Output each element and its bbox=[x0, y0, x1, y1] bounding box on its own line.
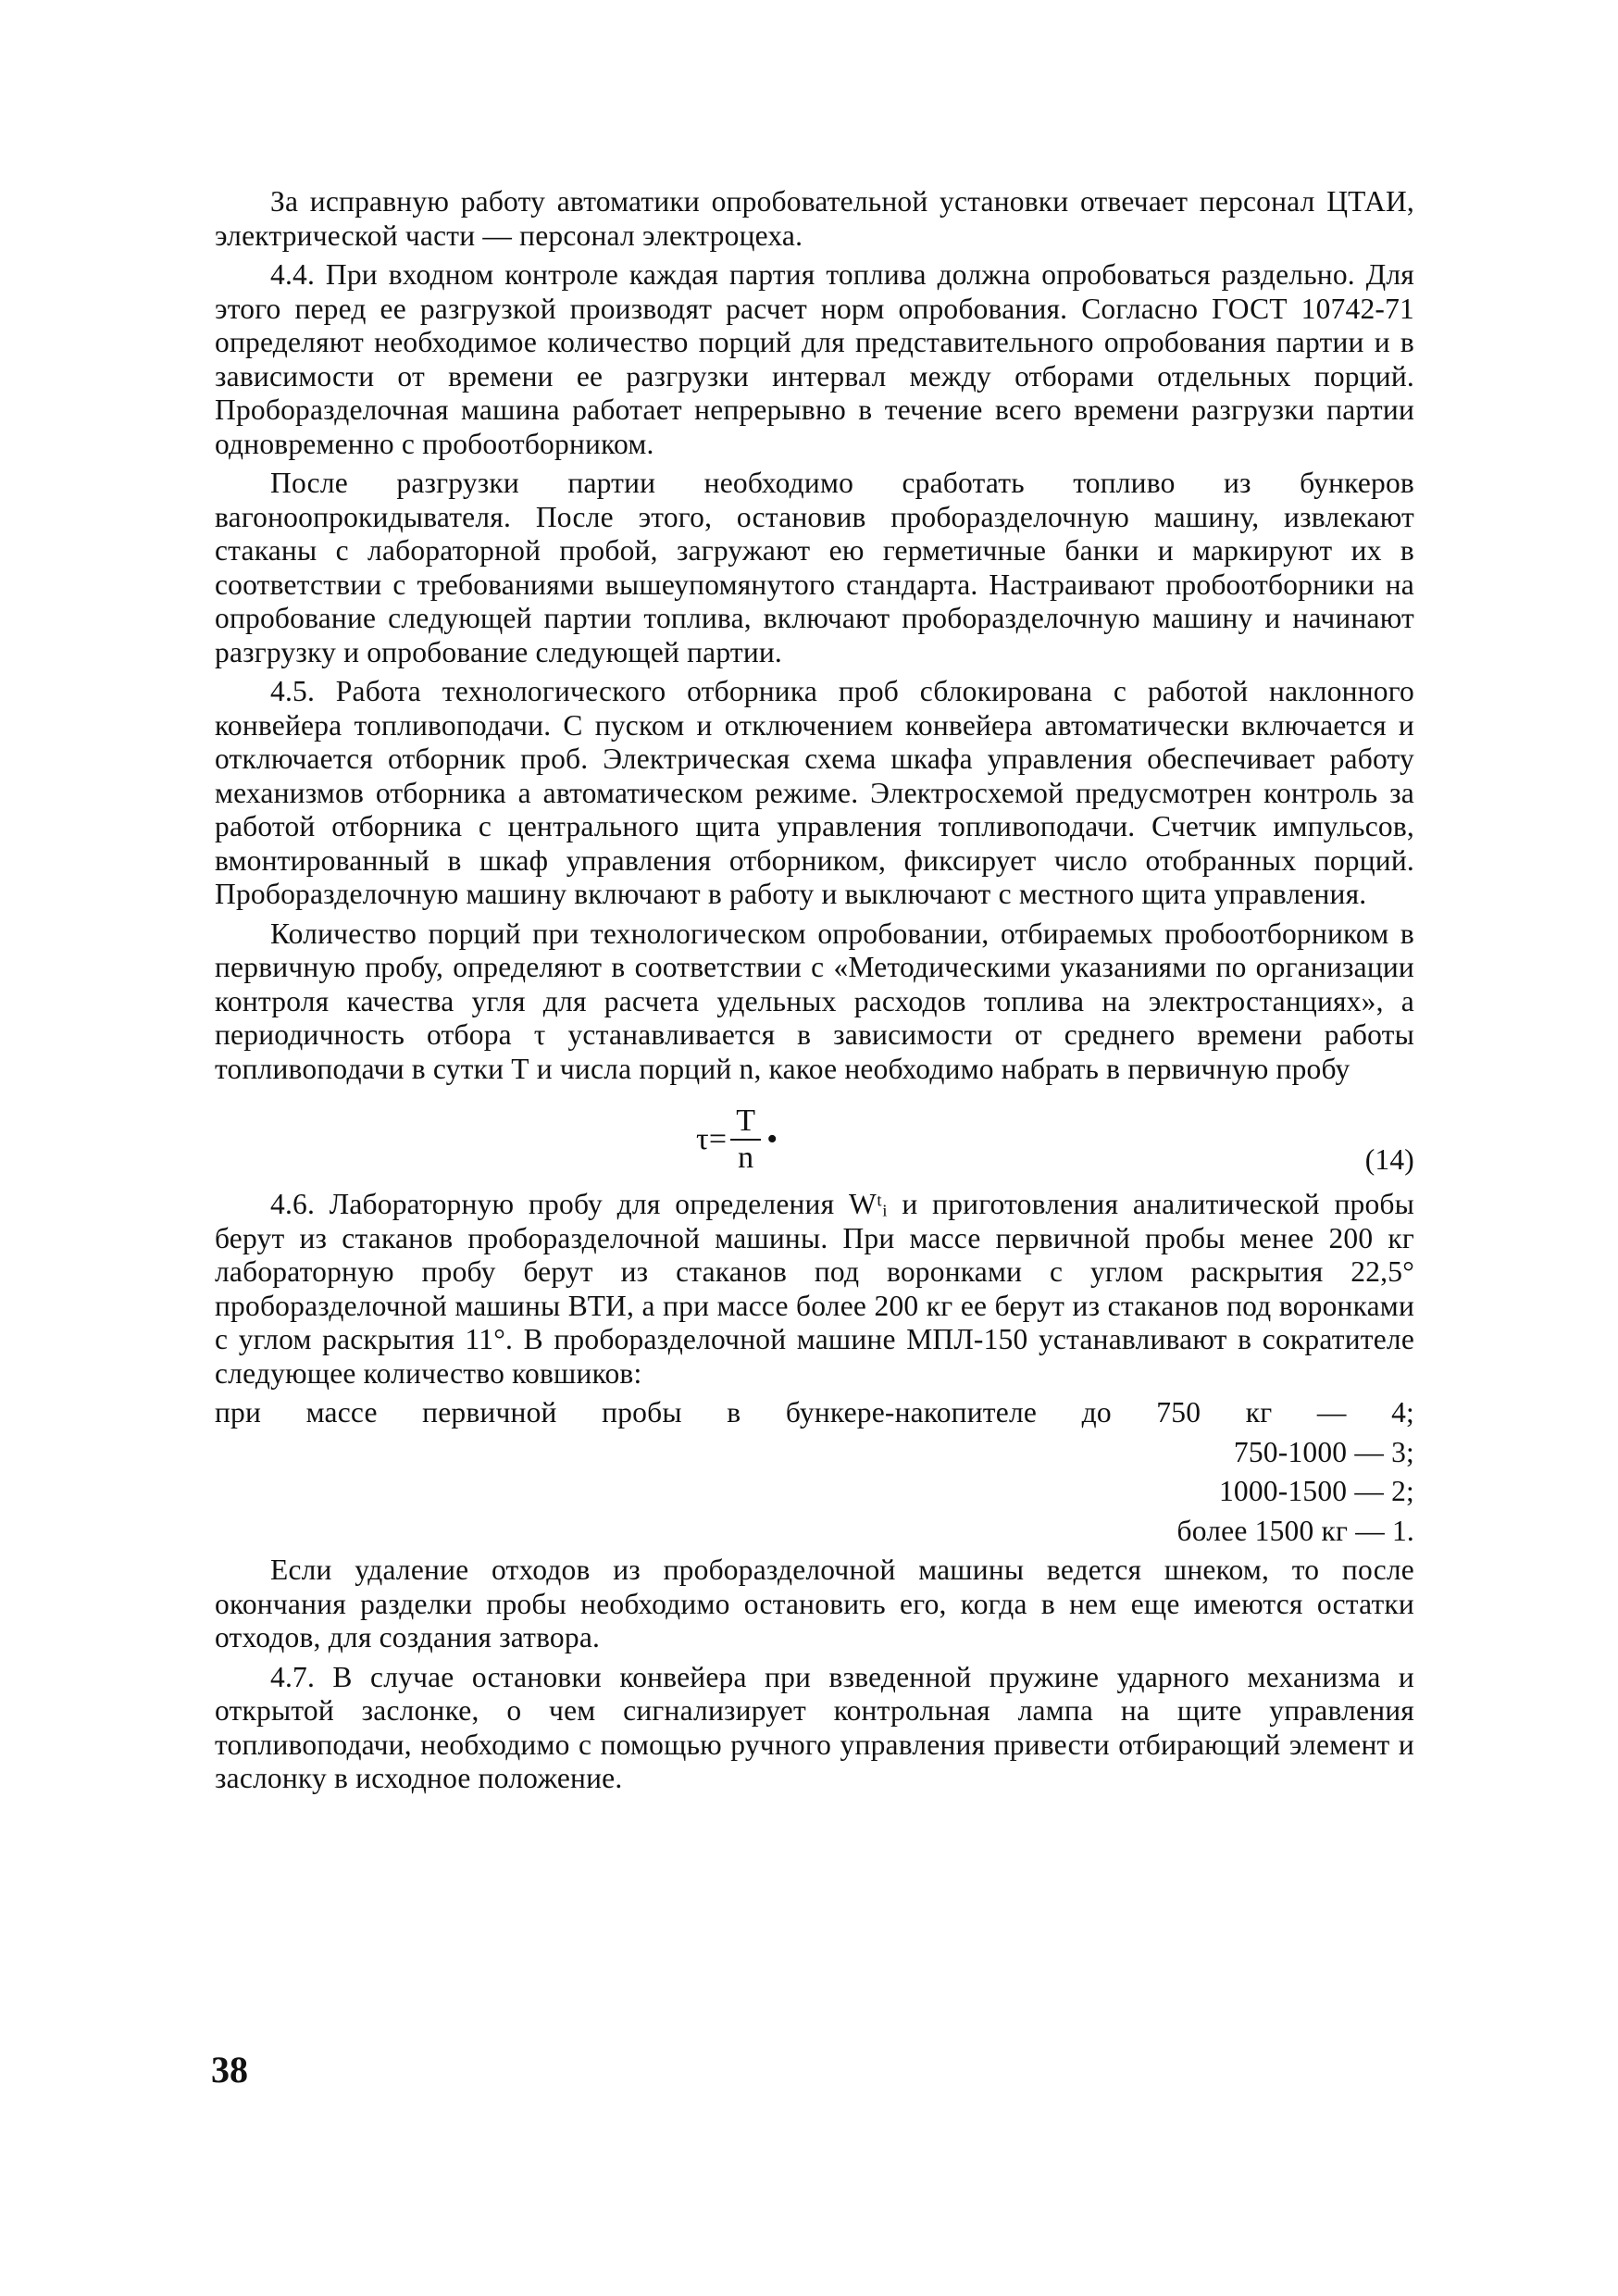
paragraph-after-unloading: После разгрузки партии необходимо сработать топливо из бункеров вагоноопрокидывателя. После этого, остановив проборазделочную машину, извлекают стаканы с лабораторной пробой, загружают ею герметичные банки и маркируют их в соответствии с требованиями вышеупомянутого стандарта. Настраивают пробоотборники на опробование следующей партии топлива, включают проборазделочную машину и начинают разгрузку и опробование следующей партии. bbox=[215, 467, 1414, 668]
paragraph-4-6: 4.6. Лабораторную пробу для определения Wᵗᵢ и приготовления аналитической пробы берут из стаканов проборазделочной машины. При массе первичной пробы менее 200 кг лабораторную пробу берут из стаканов под воронками с углом раскрытия 22,5° проборазделочной машины ВТИ, а при массе более 200 кг ее берут из стаканов под воронками с углом раскрытия 11°. В проборазделочной машине МПЛ-150 устанавливают в сократителе следующее количество ковшиков: bbox=[215, 1188, 1414, 1390]
formula-fraction bbox=[730, 1104, 761, 1176]
equation-number: (14) bbox=[1364, 1143, 1414, 1176]
formula-14 bbox=[215, 1095, 1414, 1184]
paragraph-1: За исправную работу автоматики опробовательной установки отвечает персонал ЦТАИ, электрической части — персонал электроцеха. bbox=[215, 185, 1414, 252]
paragraph-4-4: 4.4. При входном контроле каждая партия топлива должна опробоваться раздельно. Для этого перед ее разгрузкой производят расчет норм опробования. Согласно ГОСТ 10742-71 определяют необходимое количество порций для представительного опробования партии и в зависимости от времени ее разгрузки интервал между отборами отдельных порций. Проборазделочная машина работает непрерывно в течение всего времени разгрузки партии одновременно с пробоотборником. bbox=[215, 258, 1414, 460]
paragraph-4-5: 4.5. Работа технологического отборника проб сблокирована с работой наклонного конвейера топливоподачи. С пуском и отключением конвейера автоматически включается и отключается отборник проб. Электрическая схема шкафа управления обеспечивает работу механизмов отборника а автоматическом режиме. Электросхемой предусмотрен контроль за работой отборника с центрального щита управления топливоподачи. Счетчик импульсов, вмонтированный в шкаф управления отборником, фиксирует число отобранных порций. Проборазделочную машину включают в работу и выключают с местного щита управления. bbox=[215, 675, 1414, 910]
scoop-count-line-4: более 1500 кг — 1. bbox=[1176, 1514, 1414, 1547]
formula-lhs: τ= bbox=[696, 1121, 728, 1156]
page-number: 38 bbox=[211, 2049, 248, 2090]
scoop-count-line-2: 750-1000 — 3; bbox=[1233, 1435, 1414, 1468]
paragraph-4-7: 4.7. В случае остановки конвейера при взведенной пружине ударного механизма и открытой заслонке, о чем сигнализирует контрольная лампа на щите управления топливоподачи, необходимо с помощью ручного управления привести отбирающий элемент и заслонку в исходное положение. bbox=[215, 1660, 1414, 1794]
paragraph-waste-removal: Если удаление отходов из проборазделочной машины ведется шнеком, то после окончания разделки пробы необходимо остановить его, когда в нем еще имеются остатки отходов, для создания затвора. bbox=[215, 1554, 1414, 1653]
formula-denominator: n bbox=[738, 1141, 754, 1175]
scoop-count-line-3: 1000-1500 — 2; bbox=[1218, 1475, 1414, 1507]
formula-dot: • bbox=[766, 1121, 778, 1156]
paragraph-portions: Количество порций при технологическом опробовании, отбираемых пробоотборником в первичную пробу, определяют в соответствии с «Методическими указаниями по организации контроля качества угля для расчета удельных расходов топлива на электростанциях», а периодичность отбора τ устанавливается в зависимости от среднего времени работы топливоподачи в сутки Т и числа порций n, какое необходимо набрать в первичную пробу bbox=[215, 917, 1414, 1085]
formula-numerator: T bbox=[730, 1104, 761, 1141]
formula-expression bbox=[696, 1095, 778, 1184]
scoop-count-line-1: при массе первичной пробы в бункере-накопителе до 750 кг — 4; bbox=[215, 1396, 1414, 1429]
body-text bbox=[215, 185, 1414, 1802]
